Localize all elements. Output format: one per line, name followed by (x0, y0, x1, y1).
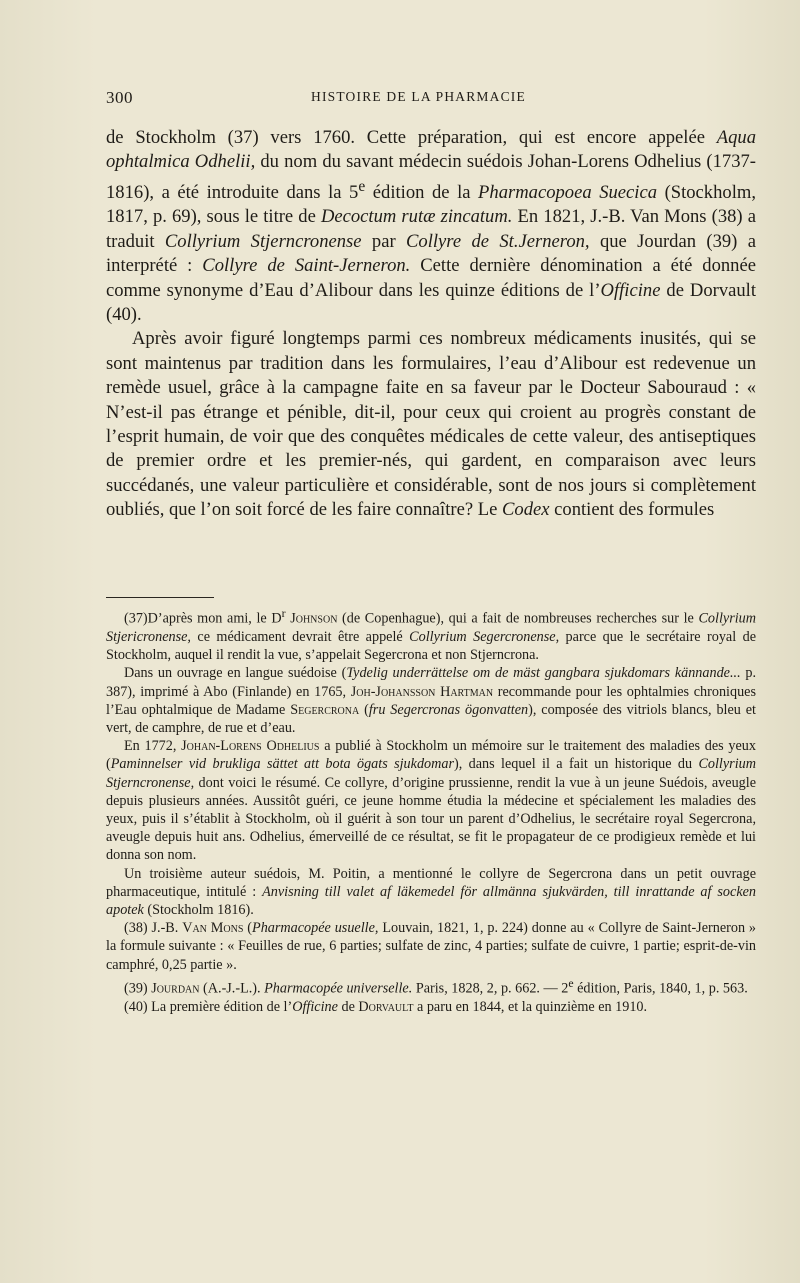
footnote-37-continued: Dans un ouvrage en langue suédoise (Tydelig underrättelse om de mäst gangbara sjukdomars kännande... p. 387), imprimé à Abo (Finlande) en 1765, Joh-Johansson Hartman recommande pour les ophtalmies chroniques l’Eau ophtalmique de Madame Segercrona (fru Segercronas ögonvatten), composée des vitriols blancs, bleu et vert, de camphre, de rue et d’eau. (106, 665, 757, 736)
footnote-37-odhelius: En 1772, Johan-Lorens Odhelius a publié à Stockholm un mémoire sur le traitement des maladies des yeux (Paminnelser vid brukliga sättet att bota ögats sjukdomar), dans lequel il a fait un historique du Collyrium Stjerncronense, dont voici le résumé. Ce collyre, d’origine prussienne, rendit la vue à un jeune Suédois, aveugle depuis plusieurs années. Aussitôt guéri, ce jeune homme étudia la médecine et spécialement les maladies des yeux, puis il s’établit à Stockholm, où il guérit à son tour un parent d’Odhelius, le secrétaire royal Segercrona, aveugle depuis huit ans. Odhelius, émerveillé de ce résultat, se fit le propagateur de ce prodigieux remède et lui donna son nom. (106, 738, 756, 864)
paragraph-2: Après avoir figuré longtemps parmi ces nombreux médicaments inusités, qui se sont maintenus par tradition dans les formulaires, l’eau d’Alibour est redevenue un remède usuel, grâce à la campagne faite en sa faveur par le Docteur Sabouraud : « N’est-il pas étrange et pénible, dit-il, pour ceux qui croient au progrès constant de l’esprit humain, de voir que des conquêtes médicales de cette valeur, des antiseptiques de premier ordre et les premier-nés, qui gardent, en comparaison avec leurs succédanés, une valeur particulière et considérable, sont de nos jours si complètement oubliés, que l’on soit forcé de les faire connaître? Le Codex contient des formules (106, 328, 756, 521)
footnote-37: (37)D’après mon ami, le $D^r$ Johnson (de Copenhague), qui a fait de nombreuses recherches sur le Collyrium Stjericronense, ce médicament devrait être appelé Collyrium Segercronense, parce que le secrétaire royal de Stockholm, auquel il rendit la vue, s’appelait Segercrona et non Stjerncrona. (106, 606, 756, 664)
page-header (106, 88, 756, 112)
paragraph-1: de Stockholm (37) vers 1760. Cette préparation, qui est encore appelée Aqua ophtalmica Odhelii, du nom du savant médecin suédois Johan-Lorens Odhelius (1737-1816), a été introduite dans la 5e édition de la Pharmacopoea Suecica (Stockholm, 1817, p. 69), sous le titre de Decoctum rutæ zincatum. En 1821, J.-B. Van Mons (38) a traduit Collyrium Stjerncronense par Collyre de St.Jerneron, que Jourdan (39) a interprété : Collyre de Saint-Jerneron. Cette dernière dénomination a été donnée comme synonyme d’Eau d’Alibour dans les quinze éditions de l’Officine de Dorvault (40). (106, 127, 756, 326)
footnote-rule (106, 597, 214, 598)
footnote-38: (38) J.-B. Van Mons (Pharmacopée usuelle, Louvain, 1821, 1, p. 224) donne au « Collyre de Saint-Jerneron » la formule suivante : « Feuilles de rue, 6 parties; sulfate de zinc, 4 parties; sulfate de cuivre, 1 partie; esprit-de-vin camphré, 0,25 partie ». (106, 920, 757, 973)
footnotes (106, 604, 756, 1016)
running-head: HISTOIRE DE LA PHARMACIE (311, 89, 526, 104)
footnote-37-poitin: Un troisième auteur suédois, M. Poitin, a mentionné le collyre de Segercrona dans un petit ouvrage pharmaceutique, intitulé : Anvisning till valet af läkemedel för allmänna sjukvärden, till inrattande af socken apotek (Stockholm 1816). (106, 865, 757, 918)
page-number: 300 (106, 88, 133, 107)
main-text (106, 126, 756, 523)
footnote-40: (40) La première édition de l’Officine de Dorvault a paru en 1844, et la quinzième en 1910. (124, 998, 648, 1015)
footnote-39: (39) Jourdan (A.-J.-L.). Pharmacopée universelle. Paris, 1828, 2, p. 662. — 2e édition, Paris, 1840, 1, p. 563. (124, 975, 748, 997)
